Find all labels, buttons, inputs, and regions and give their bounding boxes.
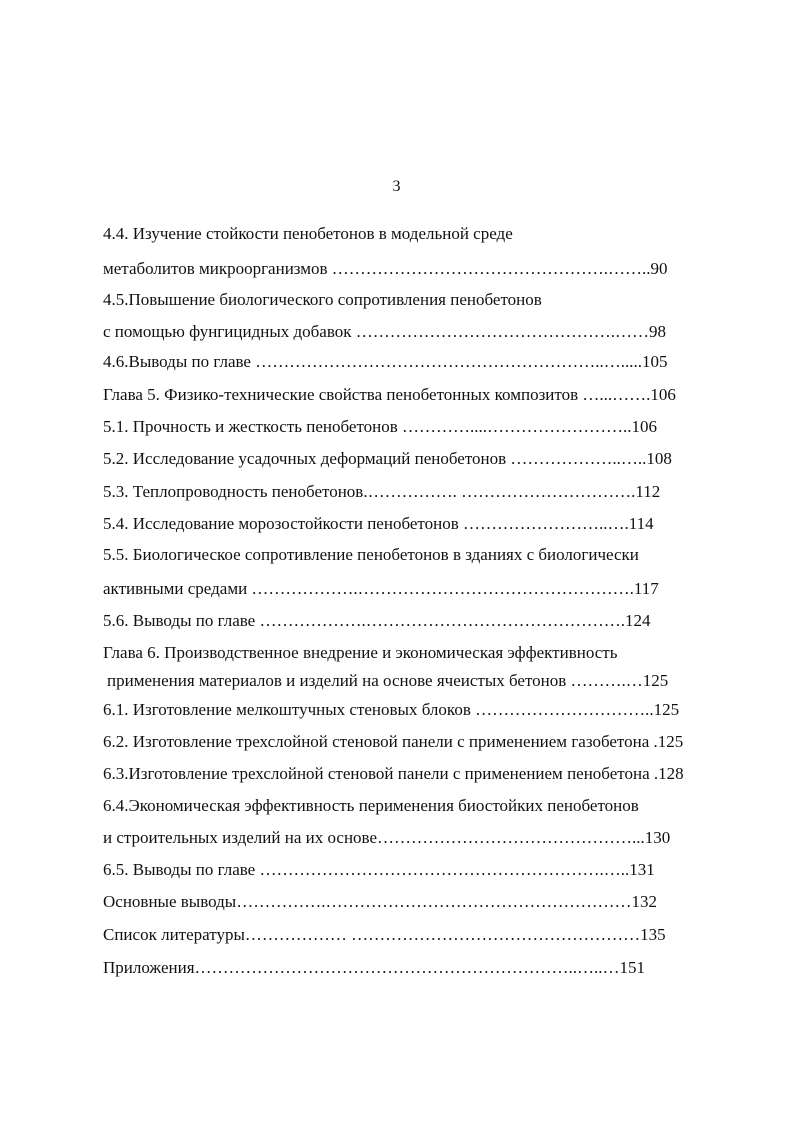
toc-line-appendices: Приложения…………………………………………………………..…..…151 [103, 958, 646, 977]
toc-line-5-4: 5.4. Исследование морозостойкости пенобетонов ……………………..….114 [103, 514, 654, 533]
toc-line-5-1: 5.1. Прочность и жесткость пенобетонов …………....……………………..106 [103, 417, 658, 436]
toc-line-chapter-6-cont: применения материалов и изделий на основе ячеистых бетонов ……….…125 [107, 671, 669, 690]
toc-line-6-5: 6.5. Выводы по главе …………………………………………………….…..131 [103, 860, 655, 879]
toc-line-6-4-title: 6.4.Экономическая эффективность перименения биостойких пенобетонов [103, 796, 639, 815]
toc-line-5-3: 5.3. Теплопроводность пенобетонов.……………. ………………………….112 [103, 482, 661, 501]
page-number: 3 [392, 178, 401, 195]
toc-line-references: Список литературы……………… ……………………………………………135 [103, 925, 666, 944]
toc-line-5-5-title: 5.5. Биологическое сопротивление пенобетонов в зданиях с биологически [103, 545, 639, 564]
toc-line-6-3: 6.3.Изготовление трехслойной стеновой панели с применением пенобетона .128 [103, 764, 684, 783]
toc-line-main-conclusions: Основные выводы…………….………………………………………………132 [103, 892, 657, 911]
toc-line-6-1: 6.1. Изготовление мелкоштучных стеновых блоков …………………………..125 [103, 700, 680, 719]
toc-line-4-4-title: 4.4. Изучение стойкости пенобетонов в модельной среде [103, 224, 513, 243]
toc-line-4-6: 4.6.Выводы по главе ……………………………………………………..….....105 [103, 352, 668, 371]
toc-line-5-6: 5.6. Выводы по главе ……………….……………………………………….124 [103, 611, 651, 630]
toc-line-5-5-cont: активными средами ……………….………………………………………….117 [103, 579, 659, 598]
toc-line-4-4-cont: метаболитов микроорганизмов ………………………………………….……..90 [103, 259, 668, 278]
toc-line-4-5-title: 4.5.Повышение биологического сопротивления пенобетонов [103, 290, 542, 309]
toc-line-6-2: 6.2. Изготовление трехслойной стеновой панели с применением газобетона .125 [103, 732, 684, 751]
toc-line-chapter-6-title: Глава 6. Производственное внедрение и экономическая эффективность [103, 643, 618, 662]
toc-line-6-4-cont: и строительных изделий на их основе………………………………………...130 [103, 828, 671, 847]
toc-line-5-2: 5.2. Исследование усадочных деформаций пенобетонов ………………..…..108 [103, 449, 672, 468]
toc-line-4-5-cont: с помощью фунгицидных добавок ……………………………………….……98 [103, 322, 667, 341]
toc-line-chapter-5: Глава 5. Физико-технические свойства пенобетонных композитов …...…….106 [103, 385, 676, 404]
